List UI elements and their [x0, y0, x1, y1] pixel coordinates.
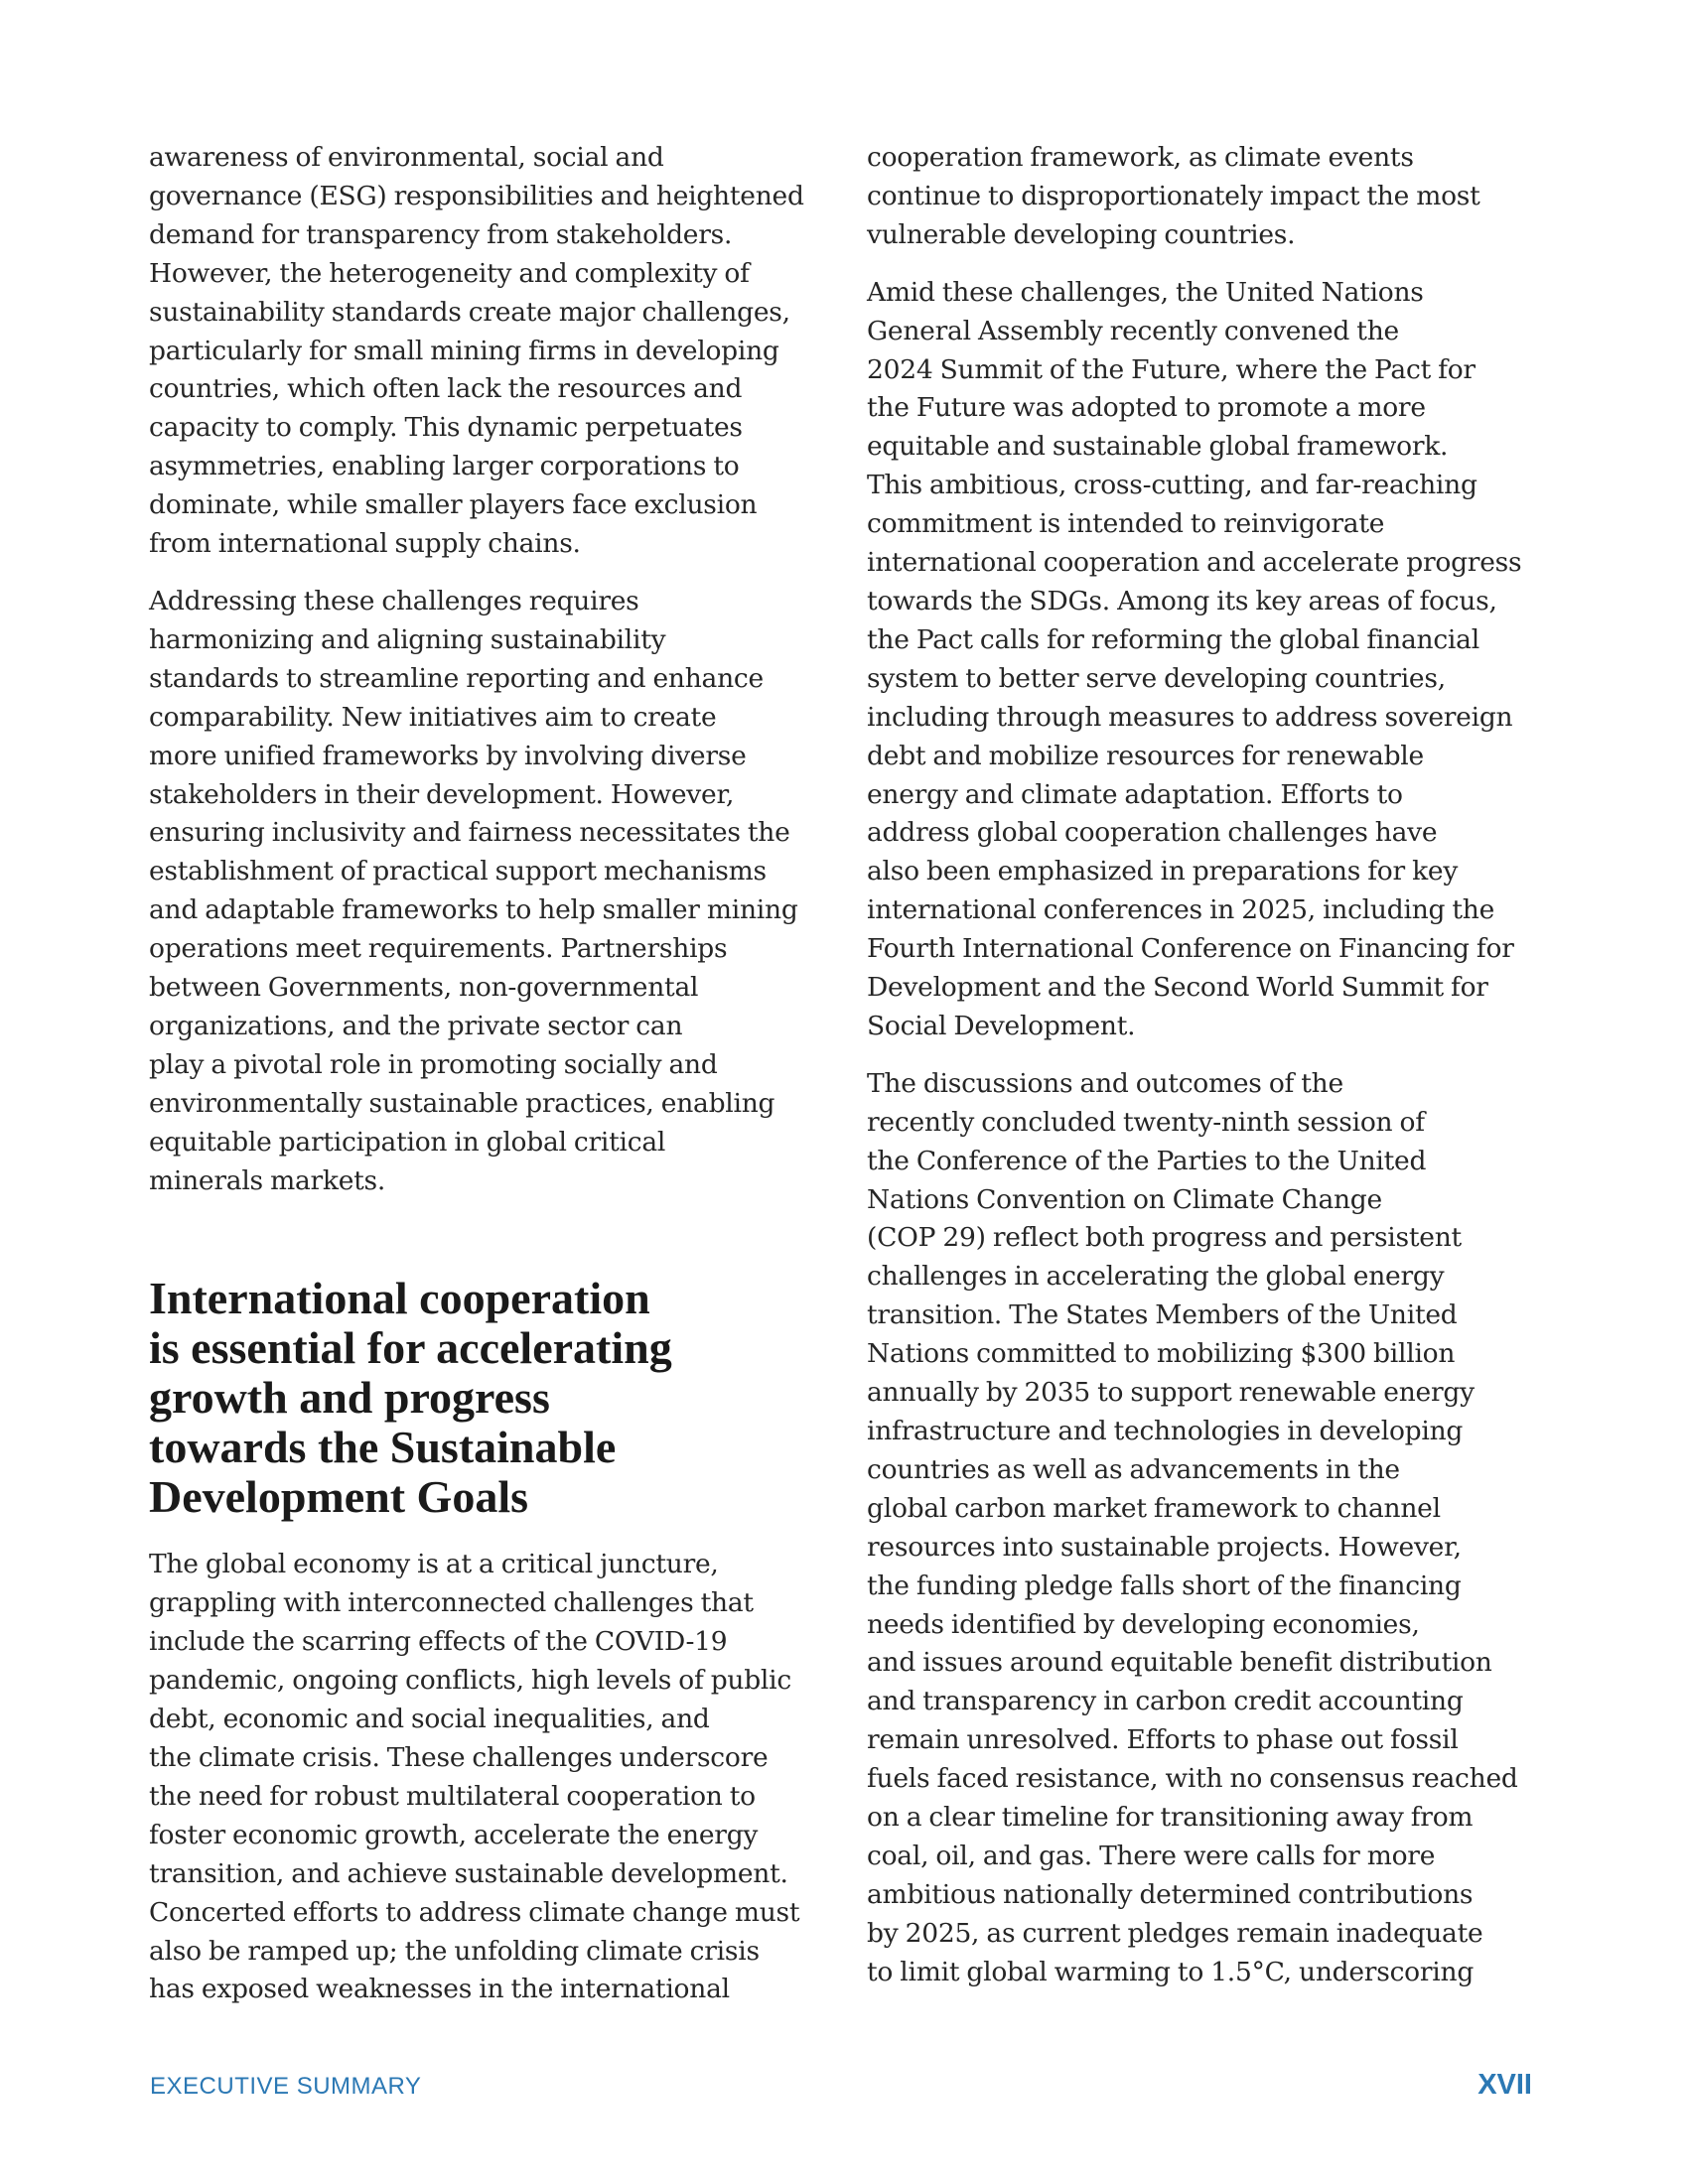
right-paragraph-1: cooperation framework, as climate events continue to disproportionately impact the most vulnerable developing countries. [867, 142, 1480, 250]
right-paragraph-3: The discussions and outcomes of the recently concluded twenty-ninth session of the Conference of the Parties to the United Nations Convention on Climate Change (COP 29) reflect both progress and persistent challenges in accelerating the global energy transition. The States Members of the United Nations committed to mobilizing $300 billion annually by 2035 to support renewable energy infrastructure and technologies in developing countries as well as advancements in the global carbon market framework to channel resources into sustainable projects. However, the funding pledge falls short of the financing needs identified by developing economies, and issues around equitable benefit distribution and transparency in carbon credit accounting remain unresolved. Efforts to phase out fossil fuels faced resistance, with no consensus reached on a clear timeline for transitioning away from coal, oil, and gas. There were calls for more ambitious nationally determined contributions by 2025, as current pledges remain inadequate to limit global warming to 1.5°C, underscoring [867, 1067, 1518, 1987]
footer-page-number: XVII [1477, 2069, 1532, 2101]
left-column [149, 139, 834, 2028]
right-paragraph-2: Amid these challenges, the United Nations General Assembly recently convened the 2024 Summit of the Future, where the Pact for the Future was adopted to promote a more equitable and sustainable global framework. This ambitious, cross-cutting, and far-reaching commitment is intended to reinvigorate international cooperation and accelerate progress towards the SDGs. Among its key areas of focus, the Pact calls for reforming the global financial system to better serve developing countries, including through measures to address sovereign debt and mobilize resources for renewable energy and climate adaptation. Efforts to address global cooperation challenges have also been emphasized in preparations for key international conferences in 2025, including the Fourth International Conference on Financing for Development and the Second World Summit for Social Development. [867, 276, 1522, 1041]
right-column [867, 139, 1552, 2011]
left-paragraph-1: awareness of environmental, social and governance (ESG) responsibilities and heightened demand for transparency from stakeholders. However, the heterogeneity and complexity of sustainability standards create major challenges, particularly for small mining firms in developing countries, which often lack the resources and capacity to comply. This dynamic perpetuates asymmetries, enabling larger corporations to dominate, while smaller players face exclusion from international supply chains. [149, 142, 804, 560]
left-paragraph-3: The global economy is at a critical juncture, grappling with interconnected challenges that include the scarring effects of the COVID-19 pandemic, ongoing conflicts, high levels of public debt, economic and social inequalities, and the climate crisis. These challenges underscore the need for robust multilateral cooperation to foster economic growth, accelerate the energy transition, and achieve sustainable development. Concerted efforts to address climate change must also be ramped up; the unfolding climate crisis has exposed weaknesses in the international [149, 1549, 800, 2005]
section-heading: International cooperation is essential for accelerating growth and progress towards the Sustainable Development Goals [149, 1273, 672, 1523]
left-paragraph-2: Addressing these challenges requires harmonizing and aligning sustainability standards to streamline reporting and enhance comparability. New initiatives aim to create more unified frameworks by involving diverse stakeholders in their development. However, ensuring inclusivity and fairness necessitates the establishment of practical support mechanisms and adaptable frameworks to help smaller mining operations meet requirements. Partnerships between Governments, non-governmental organizations, and the private sector can play a pivotal role in promoting socially and environmentally sustainable practices, enabling equitable participation in global critical minerals markets. [149, 585, 798, 1196]
footer-section-label: EXECUTIVE SUMMARY [150, 2073, 422, 2100]
